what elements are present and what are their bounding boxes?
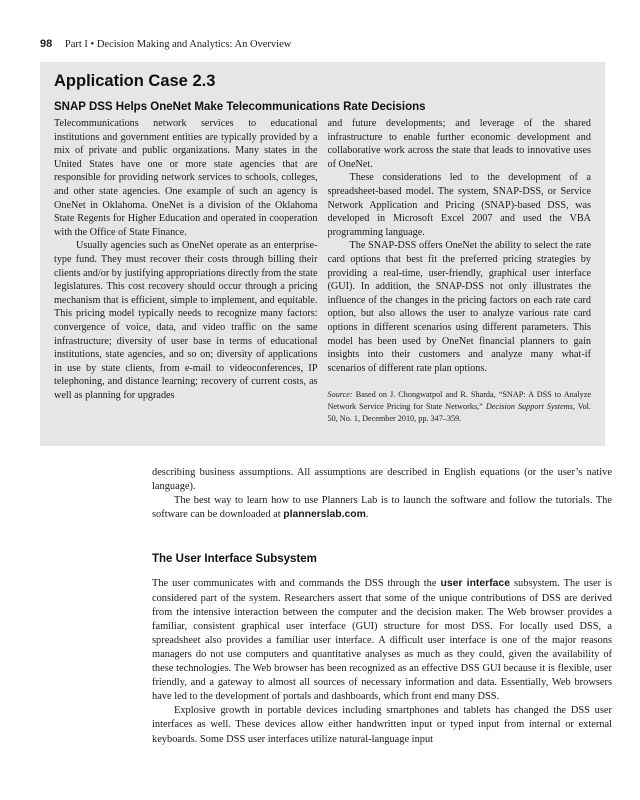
case-source <box>328 389 592 425</box>
case-right-column <box>328 117 592 425</box>
case-paragraph: The SNAP-DSS offers OneNet the ability to select the rate card options that best fit the preferred pricing strategies by providing a real-time, user-friendly, graphical user interface (GUI). In addition, the SNAP-DSS not only illustrates the influence of the changes in the pricing factors on each rate card option, but also allows the user to analyze various rate card options in different scenarios using different parameters. This model has been used by OneNet financial planners to gain insights into their customers and analyze many what-if scenarios of different rate plan options. <box>327 240 591 374</box>
plannerslab-link[interactable]: plannerslab.com <box>283 509 366 521</box>
case-title: Application Case 2.3 <box>54 72 216 90</box>
body-paragraph: describing business assumptions. All assumptions are described in English equations (or the user’s native language). <box>152 467 612 493</box>
page-number: 98 <box>40 38 53 50</box>
body-paragraph <box>152 494 612 522</box>
source-label: Source: <box>327 390 353 400</box>
source-journal: Decision Support Systems <box>485 402 573 412</box>
main-body <box>152 466 612 747</box>
source-tail: , Vol. 50, No. 1, December 2010, pp. 347–359. <box>327 402 592 424</box>
application-case-box <box>40 62 605 446</box>
body-text: The best way to learn how to use Planners Lab is to launch the software and follow the tutorials. The software can be downloaded at <box>152 495 612 521</box>
case-left-column <box>54 117 318 425</box>
running-header <box>40 38 291 50</box>
case-columns <box>54 117 591 425</box>
body-text: subsystem. The user is considered part of the system. Researchers assert that some of the unique contributions of DSS are derived from the intensive interaction between the computer and the decision maker. The Web browser provides a familiar, consistent graphical user interface (GUI) structure for most DSS. For locally used DSS, a spreadsheet also provides a familiar user interface. A difficult user interface is one of the major reasons managers do not use computers and quantitative analyses as much as they could, given the availability of these technologies. The Web browser has been recognized as an effective DSS GUI because it is flexible, user friendly, and a gateway to almost all sources of necessary information and data. Essentially, Web browsers have led to the development of portals and dashboards, which front end many DSS. <box>152 578 612 703</box>
key-term: user interface <box>440 578 510 590</box>
case-paragraph: and future developments; and leverage of the shared infrastructure to enable further economic development and collaborative work across the state that leads to innovative uses of OneNet. <box>327 118 591 170</box>
case-paragraph: Telecommunications network services to educational institutions and government entities are typically provided by a mix of private and public organizations. Many states in the United States have one or more state agencies that are responsible for providing network services to schools, colleges, and other state agencies. One example of such an agency is OneNet in Oklahoma. OneNet is a division of the Oklahoma State Regents for Higher Education and operated in cooperation with the Office of State Finance. <box>54 118 318 238</box>
body-text: . <box>365 509 369 521</box>
source-text: Based on J. Chongwatpol and R. Sharda, “SNAP: A DSS to Analyze Network Service Pricing for State Networks,” <box>327 390 592 412</box>
case-paragraph: Usually agencies such as OneNet operate as an enterprise-type fund. They must recover their costs through billing their clients and/or by justifying appropriations directly from the state legislatures. This cost recovery should occur through a pricing mechanism that is efficient, simple to implement, and equitable. This pricing model typically needs to recognize many factors: convergence of voice, data, and video traffic on the same infrastructure; diversity of user base in terms of educational institutions, state agencies, and so on; diversity of applications in use by state clients, from e-mail to videoconferences, IP telephoning, and distance learning; recovery of current costs, as well as planning for upgrades <box>54 240 318 401</box>
section-heading: The User Interface Subsystem <box>152 553 317 566</box>
body-text: The user communicates with and commands the DSS through the <box>152 578 441 590</box>
body-paragraph: Explosive growth in portable devices including smartphones and tablets has changed the DSS user interfaces as well. These devices allow either handwritten input or typed input from internal or external keyboards. Some DSS user interfaces utilize natural-language input <box>152 705 612 745</box>
case-paragraph: These considerations led to the development of a spreadsheet-based model. The system, SNAP-DSS, or Service Network Application and Pricing (SNAP)-based DSS, was developed in Microsoft Excel 2007 and used the VBA programming language. <box>327 172 591 238</box>
running-title: Part I • Decision Making and Analytics: An Overview <box>64 39 292 50</box>
body-paragraph <box>152 577 612 704</box>
case-subtitle: SNAP DSS Helps OneNet Make Telecommunications Rate Decisions <box>54 101 426 113</box>
